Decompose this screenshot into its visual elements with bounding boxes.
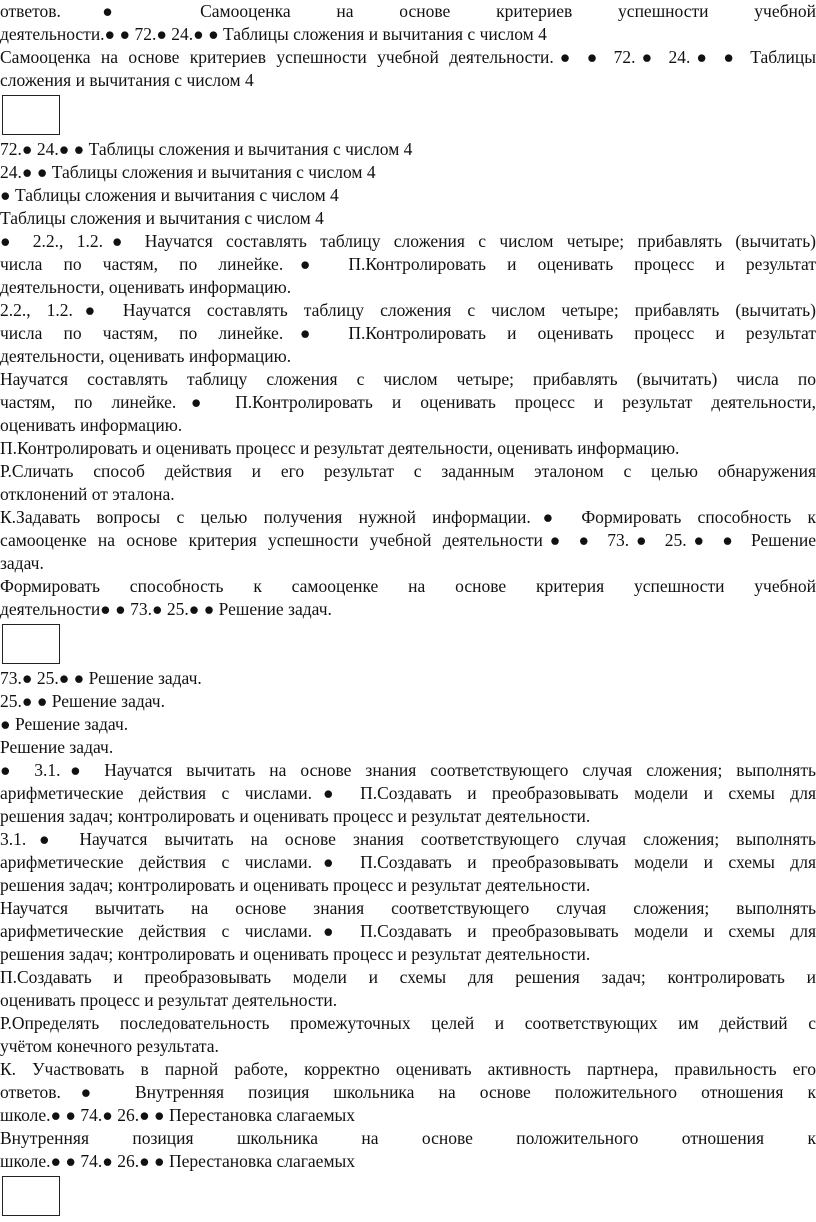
text-line: деятельности.● ● 72.● 24.● ● Таблицы сложения и вычитания с числом 4 bbox=[0, 24, 547, 44]
empty-table-cell bbox=[2, 624, 60, 664]
text-line: 25.● ● Решение задач. bbox=[0, 691, 165, 711]
text-line: деятельности● ● 73.● 25.● ● Решение задач. bbox=[0, 599, 332, 619]
text-line: Решение задач. bbox=[0, 737, 114, 757]
text-line: решения задач; контролировать и оценивать процесс и результат деятельности. bbox=[0, 806, 591, 826]
text-line: П.Контролировать и оценивать процесс и результат деятельности, оценивать информацию. bbox=[0, 438, 680, 458]
text-line: деятельности, оценивать информацию. bbox=[0, 277, 292, 297]
text-line: Таблицы сложения и вычитания с числом 4 bbox=[0, 208, 324, 228]
text-line: сложения и вычитания с числом 4 bbox=[0, 70, 254, 90]
text-line: деятельности, оценивать информацию. bbox=[0, 346, 292, 366]
text-line: числа по частям, по линейке.● П.Контролировать и оценивать процесс и результат bbox=[0, 323, 816, 343]
text-line: Научатся вычитать на основе знания соответствующего случая сложения; выполнять bbox=[0, 898, 816, 918]
empty-table-cell bbox=[2, 1176, 60, 1216]
text-line: 72.● 24.● ● Таблицы сложения и вычитания с числом 4 bbox=[0, 139, 413, 159]
empty-table-cell bbox=[2, 95, 60, 135]
text-line: решения задач; контролировать и оценивать процесс и результат деятельности. bbox=[0, 944, 591, 964]
text-line: Р.Определять последовательность промежуточных целей и соответствующих им действий с bbox=[0, 1013, 816, 1033]
text-line: частям, по линейке.● П.Контролировать и оценивать процесс и результат деятельности, bbox=[0, 392, 816, 412]
text-line: ● Решение задач. bbox=[0, 714, 129, 734]
text-line: Внутренняя позиция школьника на основе положительного отношения к bbox=[0, 1128, 816, 1148]
text-line: П.Создавать и преобразовывать модели и схемы для решения задач; контролировать и bbox=[0, 967, 816, 987]
text-line: школе.● ● 74.● 26.● ● Перестановка слагаемых bbox=[0, 1105, 356, 1125]
text-line: оценивать информацию. bbox=[0, 415, 183, 435]
text-line: ● 3.1.● Научатся вычитать на основе знания соответствующего случая сложения; выполнять bbox=[0, 760, 816, 780]
text-line: решения задач; контролировать и оценивать процесс и результат деятельности. bbox=[0, 875, 591, 895]
text-line: задач. bbox=[0, 553, 44, 573]
text-line: числа по частям, по линейке.● П.Контролировать и оценивать процесс и результат bbox=[0, 254, 816, 274]
text-line: школе.● ● 74.● 26.● ● Перестановка слагаемых bbox=[0, 1151, 356, 1171]
text-line: Формировать способность к самооценке на основе критерия успешности учебной bbox=[0, 576, 816, 596]
text-line: арифметические действия с числами.● П.Создавать и преобразовывать модели и схемы для bbox=[0, 921, 816, 941]
text-line: 24.● ● Таблицы сложения и вычитания с числом 4 bbox=[0, 162, 376, 182]
text-line: оценивать процесс и результат деятельности. bbox=[0, 990, 338, 1010]
text-line: арифметические действия с числами.● П.Создавать и преобразовывать модели и схемы для bbox=[0, 852, 816, 872]
text-line: ответов.● Внутренняя позиция школьника на основе положительного отношения к bbox=[0, 1082, 816, 1102]
text-line: 2.2., 1.2.● Научатся составлять таблицу сложения с числом четыре; прибавлять (вычитать) bbox=[0, 300, 816, 320]
text-line: арифметические действия с числами.● П.Создавать и преобразовывать модели и схемы для bbox=[0, 783, 816, 803]
text-line: ● Таблицы сложения и вычитания с числом 4 bbox=[0, 185, 339, 205]
text-line: К. Участвовать в парной работе, корректно оценивать активность партнера, правильность его bbox=[0, 1059, 816, 1079]
text-line: ● 2.2., 1.2.● Научатся составлять таблицу сложения с числом четыре; прибавлять (вычитать) bbox=[0, 231, 816, 251]
text-line: самооценке на основе критерия успешности учебной деятельности● ● 73.● 25.● ● Решение bbox=[0, 530, 816, 550]
text-line: 73.● 25.● ● Решение задач. bbox=[0, 668, 202, 688]
text-line: Научатся составлять таблицу сложения с числом четыре; прибавлять (вычитать) числа по bbox=[0, 369, 816, 389]
text-line: Самооценка на основе критериев успешности учебной деятельности.● ● 72.● 24.● ● Таблицы bbox=[0, 47, 816, 67]
text-line: К.Задавать вопросы с целью получения нужной информации.● Формировать способность к bbox=[0, 507, 816, 527]
text-line: 3.1.● Научатся вычитать на основе знания соответствующего случая сложения; выполнять bbox=[0, 829, 816, 849]
text-line: ответов.● Самооценка на основе критериев успешности учебной bbox=[0, 1, 816, 21]
text-line: отклонений от эталона. bbox=[0, 484, 175, 504]
text-line: учётом конечного результата. bbox=[0, 1036, 219, 1056]
text-line: Р.Сличать способ действия и его результат с заданным эталоном с целью обнаружения bbox=[0, 461, 816, 481]
